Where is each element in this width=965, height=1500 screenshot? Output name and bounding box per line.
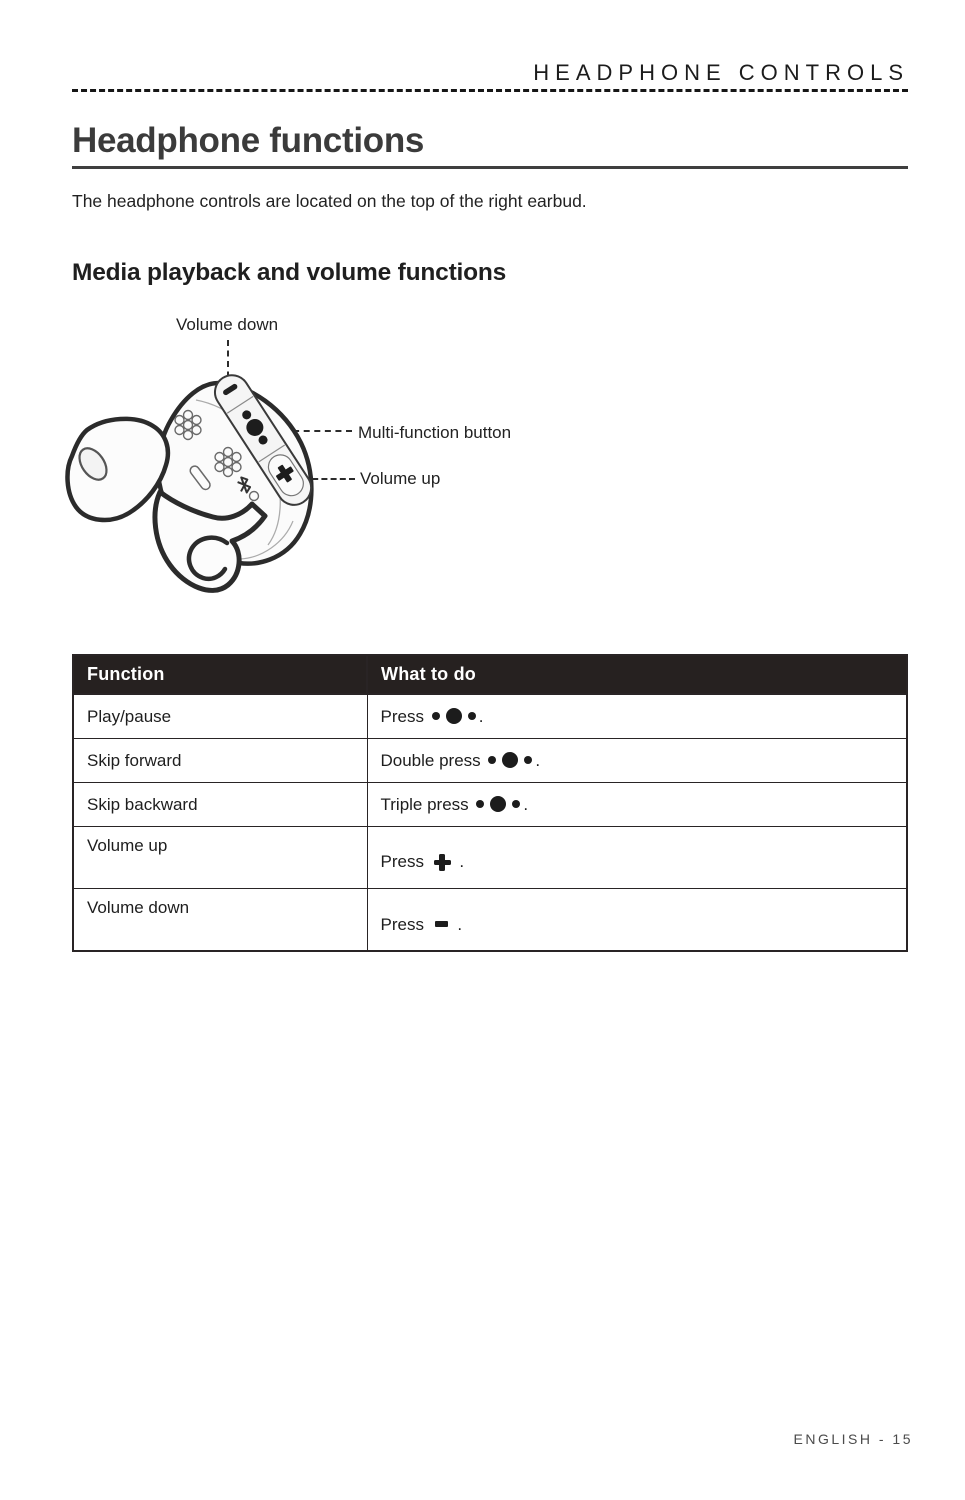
page-header-title: HEADPHONE CONTROLS xyxy=(533,60,909,85)
multi-function-dot-icon xyxy=(488,756,496,764)
label-volume-down: Volume down xyxy=(176,315,279,334)
multi-function-dot-icon xyxy=(490,796,506,812)
column-header-function: Function xyxy=(73,655,367,694)
table-row xyxy=(73,739,907,783)
table-row xyxy=(73,783,907,827)
multi-function-dot-icon xyxy=(502,752,518,768)
function-table-body xyxy=(73,694,907,951)
multi-function-dot-icon xyxy=(468,712,476,720)
title-underline xyxy=(72,166,908,169)
multi-function-dot-icon xyxy=(446,708,462,724)
column-header-what-to-do: What to do xyxy=(367,655,907,694)
section-heading: Media playback and volume functions xyxy=(72,259,507,286)
function-cell: Skip backward xyxy=(73,783,367,827)
header-dashed-rule xyxy=(72,89,908,92)
earbud-illustration xyxy=(60,373,340,608)
function-cell: Volume down xyxy=(73,889,367,952)
minus-icon xyxy=(435,921,448,927)
table-row xyxy=(73,694,907,739)
multi-function-dot-icon xyxy=(512,800,520,808)
action-cell: Press . xyxy=(367,694,907,739)
controls-table xyxy=(72,654,908,952)
action-cell: Triple press . xyxy=(367,783,907,827)
table-header-row xyxy=(73,655,907,694)
action-cell: Press . xyxy=(367,889,907,952)
intro-text: The headphone controls are located on the top of the right earbud. xyxy=(72,191,587,211)
multi-function-dot-icon xyxy=(476,800,484,808)
action-cell: Double press . xyxy=(367,739,907,783)
function-cell: Volume up xyxy=(73,827,367,889)
page-title: Headphone functions xyxy=(72,121,425,160)
label-multi-function: Multi-function button xyxy=(358,423,512,442)
label-volume-up: Volume up xyxy=(360,469,441,488)
function-cell: Skip forward xyxy=(73,739,367,783)
function-cell: Play/pause xyxy=(73,694,367,739)
plus-icon xyxy=(434,854,451,871)
multi-function-dot-icon xyxy=(524,756,532,764)
table-row xyxy=(73,889,907,952)
action-cell: Press . xyxy=(367,827,907,889)
table-row xyxy=(73,827,907,889)
page-footer: ENGLISH - 15 xyxy=(793,1431,913,1447)
multi-function-dot-icon xyxy=(432,712,440,720)
